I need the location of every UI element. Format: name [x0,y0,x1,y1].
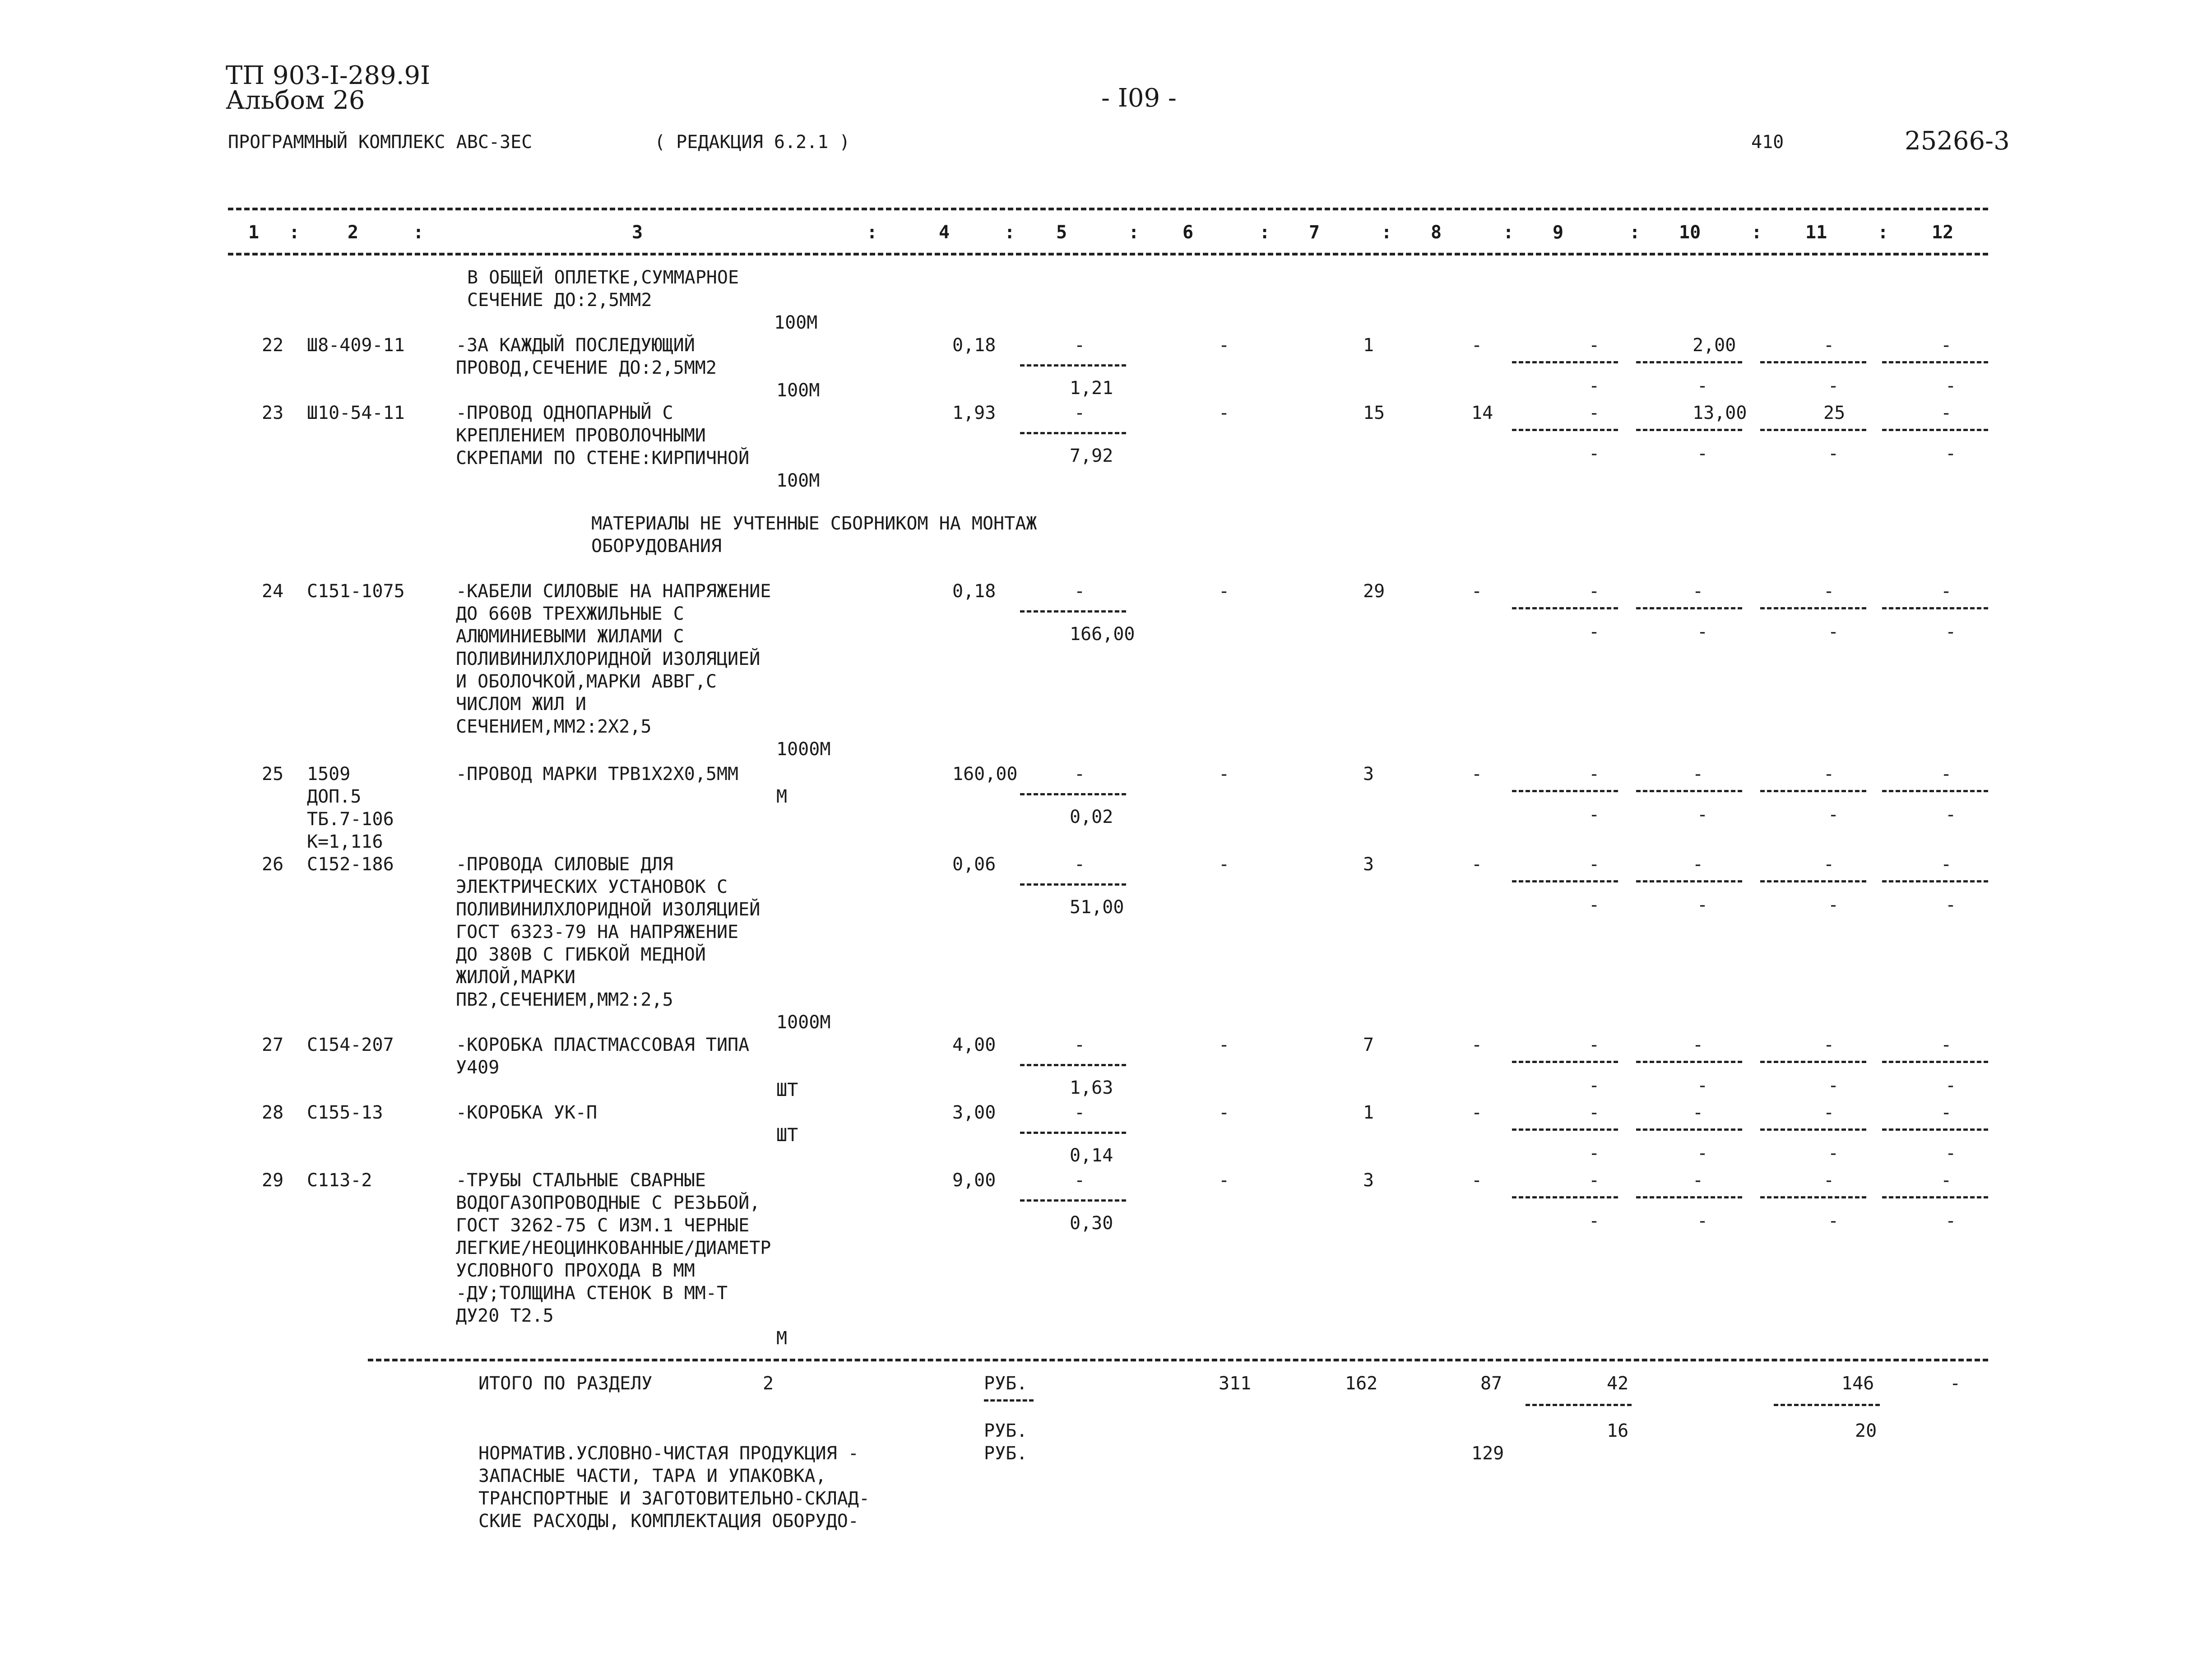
row-sub-value: - [1589,622,1600,642]
row-split-rule [1636,607,1742,609]
page-number: - I09 - [1101,84,1177,113]
row-split-rule [1760,1196,1866,1198]
row-c9: - [1589,764,1600,785]
row-c8: - [1471,1035,1483,1055]
total-col9: 42 [1607,1373,1629,1394]
row-split-rule [1512,1196,1618,1198]
row-sub-value: - [1697,895,1708,915]
row-c10: - [1693,764,1704,785]
row-c10: - [1693,1035,1704,1055]
row-code: ТБ.7-106 [307,809,394,830]
total-label: ИТОГО ПО РАЗДЕЛУ [478,1373,653,1394]
column-header-6: 4 [939,222,950,243]
row-col5-rule [1020,793,1126,795]
total-currency-rule [984,1399,1034,1402]
row-c11: - [1823,854,1835,875]
row-number: 22 [262,335,284,356]
row-description: -ТРУБЫ СТАЛЬНЫЕ СВАРНЫЕ [456,1170,706,1191]
document-number: 25266-3 [1905,126,2010,156]
row-col5-bottom: 1,21 [1070,378,1113,399]
row-col4: 1,93 [952,403,996,423]
row-sub-value: - [1828,622,1839,642]
row-c8: - [1471,854,1483,875]
row-sub-value: - [1945,1211,1957,1231]
row-description: СЕЧЕНИЕМ,ММ2:2Х2,5 [456,716,652,737]
row-c7: 15 [1363,403,1385,423]
row-col5-rule [1020,1199,1126,1202]
row-number: 29 [262,1170,284,1191]
row-col4: 0,06 [952,854,996,875]
row-code: С154-207 [307,1035,394,1055]
total-col9-rule [1526,1404,1632,1406]
row-description: ГОСТ 3262-75 С ИЗМ.1 ЧЕРНЫЕ [456,1215,750,1236]
row-c9: - [1589,335,1600,356]
row-unit: 1000М [776,739,831,760]
row-unit: М [776,1328,788,1349]
row-split-rule [1760,880,1866,882]
row-description: ВОДОГАЗОПРОВОДНЫЕ С РЕЗЬБОЙ, [456,1193,761,1213]
row-c11: - [1823,1102,1835,1123]
row-code: С155-13 [307,1102,383,1123]
column-header-7: : [1004,222,1016,243]
row-split-rule [1636,1196,1742,1198]
row-number: 26 [262,854,284,875]
column-header-21: : [1878,222,1889,243]
row-split-rule [1760,607,1866,609]
row-split-rule [1760,1061,1866,1063]
row-col5-bottom: 0,14 [1070,1145,1113,1166]
column-header-9: : [1128,222,1140,243]
row-split-rule [1882,607,1988,609]
row-description: ПОЛИВИНИЛХЛОРИДНОЙ ИЗОЛЯЦИЕЙ [456,899,761,920]
row-sub-value: - [1589,443,1600,464]
row-sub-value: - [1828,1075,1839,1096]
row-c8: - [1471,581,1483,602]
row-description: ПРОВОД,СЕЧЕНИЕ ДО:2,5ММ2 [456,358,717,378]
row-sub-value: - [1828,1211,1839,1231]
row-description: -ДУ;ТОЛЩИНА СТЕНОК В ММ-Т [456,1283,728,1304]
row-col5-top: - [1074,403,1085,423]
row-c10: - [1693,854,1704,875]
row-col5-rule [1020,610,1126,613]
row-code: 1509 [307,764,351,785]
materials-heading: МАТЕРИАЛЫ НЕ УЧТЕННЫЕ СБОРНИКОМ НА МОНТАЖ ОБОРУДОВАНИЯ [591,513,1037,557]
row-description: ДО 380В С ГИБКОЙ МЕДНОЙ [456,944,706,965]
row-code: ДОП.5 [307,786,362,807]
continuation-text: В ОБЩЕЙ ОПЛЕТКЕ,СУММАРНОЕ СЕЧЕНИЕ ДО:2,5ММ2 100М [467,267,818,333]
row-c6: - [1219,1170,1230,1191]
total-col11-sub: 20 [1855,1421,1877,1441]
row-split-rule [1882,429,1988,431]
row-description: -ПРОВОДА СИЛОВЫЕ ДЛЯ [456,854,673,875]
row-split-rule [1636,1128,1742,1131]
row-c10: - [1693,581,1704,602]
row-split-rule [1512,880,1618,882]
row-sub-value: - [1697,376,1708,396]
column-header-20: 11 [1805,222,1827,243]
row-c12: - [1941,1170,1952,1191]
row-sub-value: - [1589,895,1600,915]
row-description: УСЛОВНОГО ПРОХОДА В ММ [456,1260,695,1281]
row-description: АЛЮМИНИЕВЫМИ ЖИЛАМИ С [456,626,684,647]
row-number: 27 [262,1035,284,1055]
row-split-rule [1760,1128,1866,1131]
row-description: У409 [456,1057,500,1078]
header-bottom-rule [228,253,1988,255]
row-description: -КОРОБКА ПЛАСТМАССОВАЯ ТИПА [456,1035,750,1055]
row-c12: - [1941,403,1952,423]
row-c12: - [1941,1035,1952,1055]
row-col5-top: - [1074,1035,1085,1055]
row-c9: - [1589,1035,1600,1055]
totals-rule [368,1359,1988,1361]
row-sub-value: - [1697,1143,1708,1164]
row-col5-top: - [1074,854,1085,875]
row-description: -КАБЕЛИ СИЛОВЫЕ НА НАПРЯЖЕНИЕ [456,581,771,602]
row-col4: 160,00 [952,764,1018,785]
row-sub-value: - [1945,804,1957,825]
column-header-17: : [1629,222,1641,243]
row-sub-value: - [1697,1211,1708,1231]
column-header-2: 2 [348,222,359,243]
row-split-rule [1760,790,1866,792]
row-sub-value: - [1828,804,1839,825]
row-number: 23 [262,403,284,423]
row-c8: - [1471,764,1483,785]
row-description: И ОБОЛОЧКОЙ,МАРКИ АВВГ,С [456,671,717,692]
row-col5-rule [1020,883,1126,886]
row-sub-value: - [1589,1143,1600,1164]
row-c11: 25 [1823,403,1846,423]
row-split-rule [1512,1128,1618,1131]
row-c8: - [1471,335,1483,356]
row-sub-value: - [1589,1211,1600,1231]
row-split-rule [1882,790,1988,792]
normative-note: НОРМАТИВ.УСЛОВНО-ЧИСТАЯ ПРОДУКЦИЯ - ЗАПАСНЫЕ ЧАСТИ, ТАРА И УПАКОВКА, ТРАНСПОРТНЫЕ И ЗАГОТОВИТЕЛЬНО-СКЛАД- СКИЕ РАСХОДЫ, КОМПЛЕКТАЦИЯ ОБОРУДО- [478,1443,870,1532]
row-description: ЭЛЕКТРИЧЕСКИХ УСТАНОВОК С [456,877,728,897]
column-header-8: 5 [1056,222,1067,243]
row-split-rule [1512,429,1618,431]
row-col5-rule [1020,432,1126,434]
row-split-rule [1760,361,1866,363]
row-unit: 1000М [776,1012,831,1033]
row-c12: - [1941,581,1952,602]
row-c6: - [1219,764,1230,785]
column-header-1: : [289,222,300,243]
row-description: ПВ2,СЕЧЕНИЕМ,ММ2:2,5 [456,989,673,1010]
row-c10: - [1693,1170,1704,1191]
row-number: 24 [262,581,284,602]
column-header-15: : [1503,222,1514,243]
row-c11: - [1823,581,1835,602]
row-split-rule [1512,361,1618,363]
row-code: Ш10-54-11 [307,403,405,423]
row-sub-value: - [1828,376,1839,396]
row-description: ЧИСЛОМ ЖИЛ И [456,694,586,715]
row-description: ДО 660В ТРЕХЖИЛЬНЫЕ С [456,604,684,624]
row-c7: 1 [1363,335,1374,356]
row-c10: - [1693,1102,1704,1123]
row-c11: - [1823,1035,1835,1055]
row-sub-value: - [1828,1143,1839,1164]
row-sub-value: - [1945,1143,1957,1164]
row-c11: - [1823,1170,1835,1191]
row-description: -ПРОВОД ОДНОПАРНЫЙ С [456,403,673,423]
total-currency: РУБ. [984,1373,1028,1394]
row-c9: - [1589,403,1600,423]
column-header-5: : [867,222,878,243]
row-split-rule [1512,1061,1618,1063]
row-c7: 29 [1363,581,1385,602]
column-header-14: 8 [1431,222,1442,243]
row-description: -ЗА КАЖДЫЙ ПОСЛЕДУЮЩИЙ [456,335,695,356]
row-code: К=1,116 [307,831,383,852]
row-c11: - [1823,764,1835,785]
row-description: ГОСТ 6323-79 НА НАПРЯЖЕНИЕ [456,922,739,943]
row-c12: - [1941,1102,1952,1123]
row-sub-value: - [1589,804,1600,825]
row-c6: - [1219,403,1230,423]
row-unit: 100М [776,470,820,491]
column-header-22: 12 [1932,222,1954,243]
row-description: -КОРОБКА УК-П [456,1102,598,1123]
row-c6: - [1219,854,1230,875]
row-col5-bottom: 0,02 [1070,807,1113,827]
row-col5-bottom: 1,63 [1070,1077,1113,1098]
row-col5-bottom: 0,30 [1070,1213,1113,1234]
row-c9: - [1589,854,1600,875]
row-c11: - [1823,335,1835,356]
row-c6: - [1219,1035,1230,1055]
row-split-rule [1636,880,1742,882]
total-col11-rule [1774,1404,1880,1406]
column-header-0: 1 [248,222,260,243]
row-c8: - [1471,1102,1483,1123]
column-header-13: : [1381,222,1392,243]
row-split-rule [1636,361,1742,363]
row-col5-rule [1020,1132,1126,1134]
total-section: 2 [763,1373,774,1394]
header-top-rule [228,208,1988,210]
row-sub-value: - [1697,804,1708,825]
column-header-10: 6 [1183,222,1194,243]
row-col4: 0,18 [952,335,996,356]
total-col11: 146 [1841,1373,1874,1394]
row-description: ЛЕГКИЕ/НЕОЦИНКОВАННЫЕ/ДИАМЕТР [456,1238,771,1258]
program-name: ПРОГРАММНЫЙ КОМПЛЕКС АВС-3ЕС [228,132,533,153]
row-sub-value: - [1945,1075,1957,1096]
row-split-rule [1636,1061,1742,1063]
row-c7: 3 [1363,1170,1374,1191]
row-c12: - [1941,854,1952,875]
row-split-rule [1882,1128,1988,1131]
row-code: С152-186 [307,854,394,875]
row-number: 28 [262,1102,284,1123]
total-col8: 87 [1480,1373,1502,1394]
row-split-rule [1882,1196,1988,1198]
row-col4: 3,00 [952,1102,996,1123]
total-currency-2: РУБ. [984,1421,1028,1441]
total-col6: 311 [1219,1373,1252,1394]
column-header-18: 10 [1679,222,1701,243]
row-c9: - [1589,581,1600,602]
column-header-3: : [413,222,424,243]
row-sub-value: - [1945,443,1957,464]
row-col5-top: - [1074,1102,1085,1123]
row-c10: 13,00 [1693,403,1747,423]
album-label: Альбом 26 [226,86,365,115]
row-c10: 2,00 [1693,335,1736,356]
row-c9: - [1589,1102,1600,1123]
row-col5-top: - [1074,764,1085,785]
row-sub-value: - [1828,895,1839,915]
document-code: ТП 903-I-289.9I [226,61,431,90]
row-col5-top: - [1074,581,1085,602]
row-sub-value: - [1945,376,1957,396]
row-c12: - [1941,335,1952,356]
row-description: СКРЕПАМИ ПО СТЕНЕ:КИРПИЧНОЙ [456,448,750,469]
row-sub-value: - [1828,443,1839,464]
column-header-11: : [1259,222,1271,243]
row-c8: - [1471,1170,1483,1191]
row-c8: 14 [1471,403,1493,423]
row-split-rule [1636,429,1742,431]
row-description: ЖИЛОЙ,МАРКИ [456,967,575,988]
row-split-rule [1882,1061,1988,1063]
row-split-rule [1512,607,1618,609]
row-c12: - [1941,764,1952,785]
row-sub-value: - [1697,622,1708,642]
row-split-rule [1882,880,1988,882]
row-description: -ПРОВОД МАРКИ ТРВ1Х2Х0,5ММ [456,764,739,785]
row-col4: 9,00 [952,1170,996,1191]
row-c6: - [1219,1102,1230,1123]
row-c7: 3 [1363,764,1374,785]
row-col5-rule [1020,364,1126,367]
row-split-rule [1636,790,1742,792]
row-sub-value: - [1945,895,1957,915]
row-description: КРЕПЛЕНИЕМ ПРОВОЛОЧНЫМИ [456,425,706,446]
row-unit: ШТ [776,1125,798,1146]
column-header-16: 9 [1553,222,1564,243]
row-col4: 0,18 [952,581,996,602]
column-header-19: : [1751,222,1762,243]
row-c6: - [1219,581,1230,602]
row-code: Ш8-409-11 [307,335,405,356]
column-header-12: 7 [1309,222,1320,243]
row-c7: 1 [1363,1102,1374,1123]
row-description: ДУ20 Т2.5 [456,1305,554,1326]
sheet-code: 410 [1751,132,1784,153]
edition-label: ( РЕДАКЦИЯ 6.2.1 ) [654,132,850,153]
row-sub-value: - [1945,622,1957,642]
row-col5-bottom: 166,00 [1070,624,1135,645]
row-c6: - [1219,335,1230,356]
total-col12: - [1950,1373,1961,1394]
row-col5-bottom: 7,92 [1070,446,1113,466]
row-split-rule [1760,429,1866,431]
row-c9: - [1589,1170,1600,1191]
row-col5-rule [1020,1064,1126,1066]
total-col7: 162 [1345,1373,1378,1394]
row-number: 25 [262,764,284,785]
row-col5-bottom: 51,00 [1070,897,1124,918]
row-sub-value: - [1589,1075,1600,1096]
row-c7: 7 [1363,1035,1374,1055]
norm-currency: РУБ. [984,1443,1028,1464]
row-description: ПОЛИВИНИЛХЛОРИДНОЙ ИЗОЛЯЦИЕЙ [456,649,761,669]
row-sub-value: - [1697,443,1708,464]
norm-col8: 129 [1471,1443,1504,1464]
row-col5-top: - [1074,1170,1085,1191]
row-col5-top: - [1074,335,1085,356]
row-code: С151-1075 [307,581,405,602]
row-sub-value: - [1697,1075,1708,1096]
row-unit: ШТ [776,1080,798,1100]
row-sub-value: - [1589,376,1600,396]
row-code: С113-2 [307,1170,372,1191]
row-unit: 100М [776,380,820,401]
row-col4: 4,00 [952,1035,996,1055]
total-col9-sub: 16 [1607,1421,1629,1441]
row-c7: 3 [1363,854,1374,875]
row-unit: М [776,786,788,807]
row-split-rule [1512,790,1618,792]
column-header-4: 3 [632,222,643,243]
row-split-rule [1882,361,1988,363]
